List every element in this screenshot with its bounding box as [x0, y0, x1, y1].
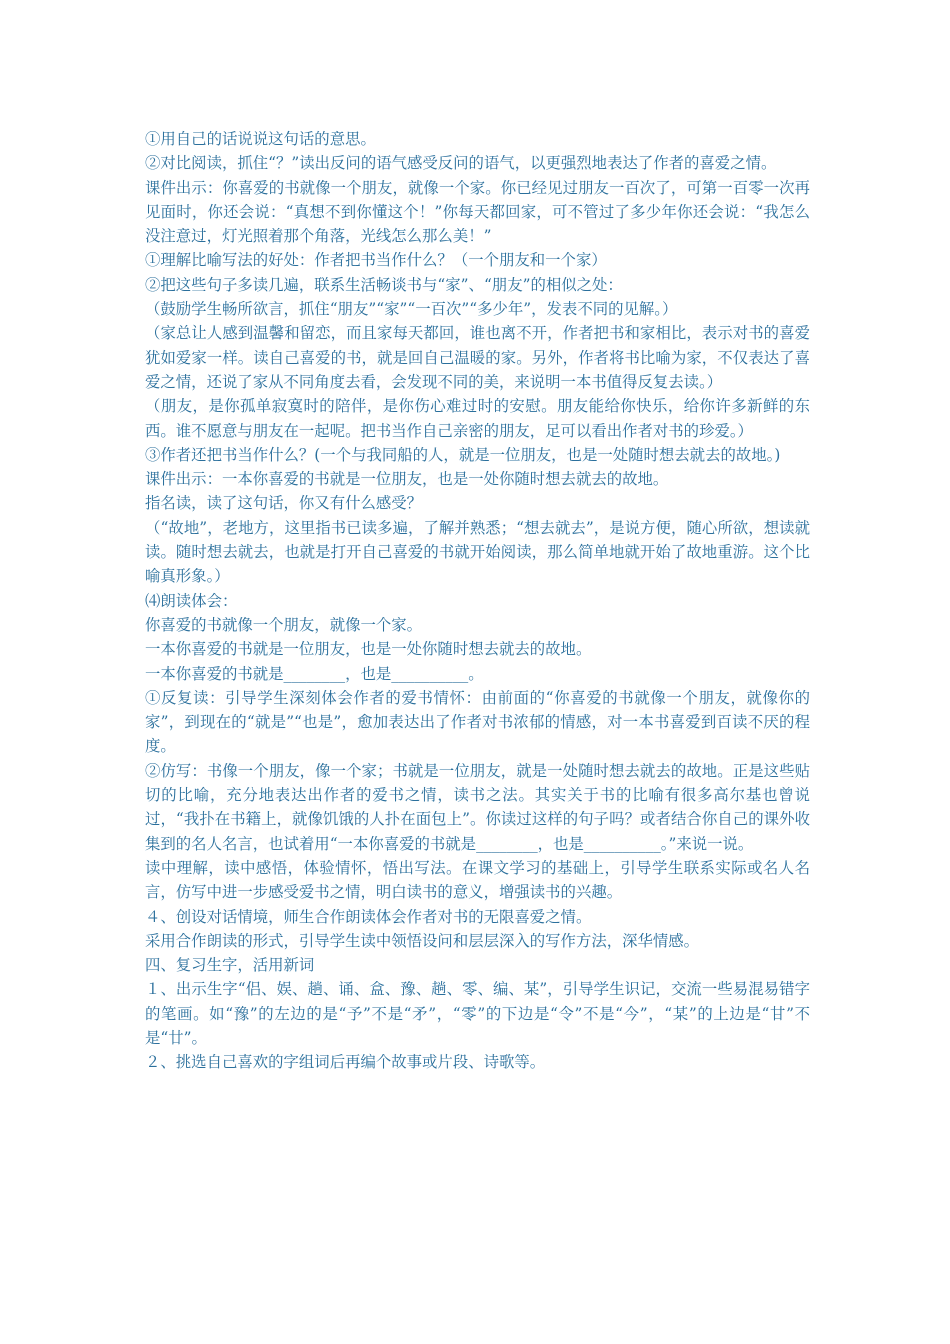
paragraph: ４、创设对话情境，师生合作朗读体会作者对书的无限喜爱之情。 — [145, 907, 592, 926]
paragraph: 读中理解，读中感悟，体验情怀，悟出写法。在课文学习的基础上，引导学生联系实际或名人名言，仿写中进一步感受爱书之情，明白读书的意义，增强读书的兴趣。 — [145, 858, 810, 902]
paragraph: 一本你喜爱的书就是________，也是__________。 — [145, 664, 484, 683]
paragraph: １、出示生字“侣、娱、趟、诵、盒、豫、趟、零、编、某”，引导学生识记，交流一些易混易错字的笔画。如“豫”的左边的是“予”不是“矛”，“零”的下边是“令”不是“今”，“某”的上边是“甘”不是“廿”。 — [145, 980, 810, 1047]
paragraph: ①用自己的话说说这句话的意思。 — [145, 130, 376, 148]
paragraph: （家总让人感到温馨和留恋，而且家每天都回，谁也离不开，作者把书和家相比，表示对书的喜爱犹如爱家一样。读自己喜爱的书，就是回自己温暖的家。另外，作者将书比喻为家，不仅表达了喜爱之情，还说了家从不同角度去看，会发现不同的美，来说明一本书值得反复去读。） — [145, 324, 810, 391]
section-heading: 四、复习生字，活用新词 — [145, 956, 315, 975]
paragraph: 你喜爱的书就像一个朋友，就像一个家。 — [145, 615, 423, 634]
document-body — [145, 127, 810, 1075]
paragraph: ②仿写：书像一个朋友，像一个家；书就是一位朋友，就是一处随时想去就去的故地。正是这些贴切的比喻，充分地表达出作者的爱书之情，读书之法。其实关于书的比喻有很多高尔基也曾说过，“我扑在书籍上，就像饥饿的人扑在面包上”。你读过这样的句子吗？或者结合你自己的课外收集到的名人名言，也试着用“一本你喜爱的书就是________，也是__________。”来说一说。 — [145, 761, 810, 853]
paragraph: 一本你喜爱的书就是一位朋友，也是一处你随时想去就去的故地。 — [145, 640, 592, 659]
paragraph: ③作者还把书当作什么？(一个与我同船的人，就是一位朋友，也是一处随时想去就去的故地。) — [145, 445, 781, 464]
paragraph: 课件出示：你喜爱的书就像一个朋友，就像一个家。你已经见过朋友一百次了，可第一百零一次再见面时，你还会说：“真想不到你懂这个！”你每天都回家，可不管过了多少年你还会说：“我怎么没注意过，灯光照着那个角落，光线怎么那么美！” — [145, 178, 810, 246]
paragraph: （“故地”，老地方，这里指书已读多遍，了解并熟悉；“想去就去”，是说方便，随心所欲，想读就读。随时想去就去，也就是打开自己喜爱的书就开始阅读，那么简单地就开始了故地重游。这个比喻真形象。） — [145, 518, 810, 586]
paragraph: （朋友，是你孤单寂寞时的陪伴，是你伤心难过时的安慰。朋友能给你快乐，给你许多新鲜的东西。谁不愿意与朋友在一起呢。把书当作自己亲密的朋友，足可以看出作者对书的珍爱。） — [145, 397, 810, 440]
paragraph: ②对比阅读，抓住“？”读出反问的语气感受反问的语气，以更强烈地表达了作者的喜爱之情。 — [145, 154, 777, 173]
paragraph: ⑷朗读体会： — [145, 591, 238, 610]
paragraph: ①理解比喻写法的好处：作者把书当作什么？（一个朋友和一个家） — [145, 251, 607, 270]
paragraph: 指名读，读了这句话，你又有什么感受？ — [145, 494, 423, 513]
paragraph: ②把这些句子多读几遍，联系生活畅谈书与“家”、“朋友”的相似之处： — [145, 275, 623, 294]
paragraph: （鼓励学生畅所欲言，抓住“朋友”“家”“一百次”“多少年”，发表不同的见解。） — [145, 300, 678, 319]
paragraph: 课件出示：一本你喜爱的书就是一位朋友，也是一处你随时想去就去的故地。 — [145, 470, 669, 489]
paragraph: ①反复读：引导学生深刻体会作者的爱书情怀：由前面的“你喜爱的书就像一个朋友，就像你的家”，到现在的“就是”“也是”，愈加表达出了作者对书浓郁的情感，对一本书喜爱到百读不厌的程度。 — [145, 688, 810, 756]
paragraph: 采用合作朗读的形式，引导学生读中领悟设问和层层深入的写作方法，深华情感。 — [145, 931, 700, 950]
paragraph: ２、挑选自己喜欢的字组词后再编个故事或片段、诗歌等。 — [145, 1053, 546, 1072]
